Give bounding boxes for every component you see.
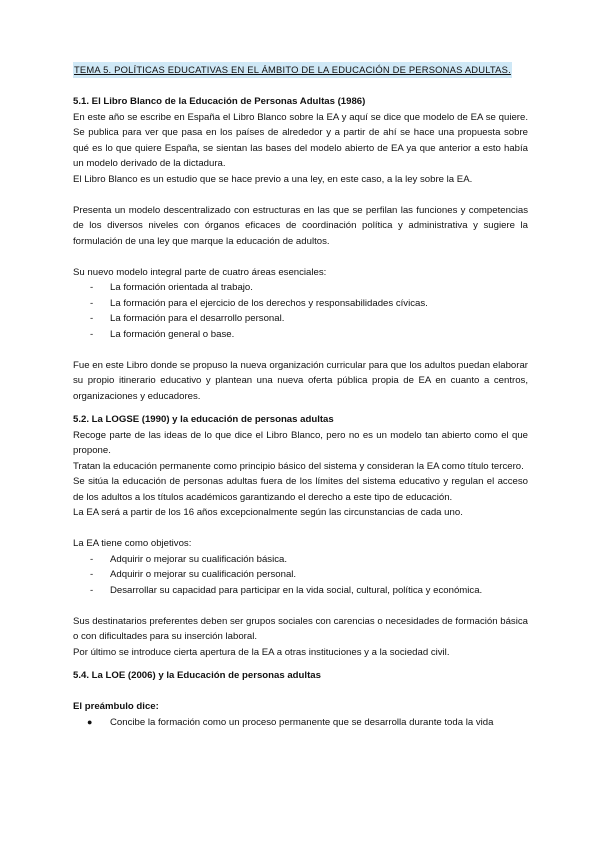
paragraph: La EA será a partir de los 16 años excepcionalmente según las circunstancias de cada uno. (73, 507, 463, 518)
list-item: - La formación para el desarrollo personal. (90, 313, 285, 324)
section-heading-5-1: 5.1. El Libro Blanco de la Educación de Personas Adultas (1986) (73, 96, 366, 107)
section-heading-5-2: 5.2. La LOGSE (1990) y la educación de personas adultas (73, 414, 334, 425)
paragraph: Se sitúa la educación de personas adultas fuera de los límites del sistema educativo y regulan el acceso de los adultos a los títulos académicos garantizando el derecho a este tipo de educación. (73, 476, 528, 503)
list-item: - Desarrollar su capacidad para participar en la vida social, cultural, política y económica. (90, 584, 483, 596)
paragraph: Tratan la educación permanente como principio básico del sistema y consideran la EA como título tercero. (73, 460, 524, 472)
list-item: - Adquirir o mejorar su cualificación personal. (90, 569, 297, 580)
document-page (73, 62, 528, 730)
subheading: El preámbulo dice: (73, 701, 159, 712)
paragraph: Por último se introduce cierta apertura de la EA a otras instituciones y a la sociedad civil. (73, 646, 450, 658)
list-item: - La formación general o base. (90, 328, 235, 340)
paragraph: Presenta un modelo descentralizado con estructuras en las que se perfilan las funciones y competencias de los diversos niveles con órganos eficaces de coordinación política y administrativa y sugiere la formulación de una ley que marque la educación de adultos. (73, 204, 528, 247)
document-title: TEMA 5. POLÍTICAS EDUCATIVAS EN EL ÁMBITO DE LA EDUCACIÓN DE PERSONAS ADULTAS. (73, 62, 512, 78)
paragraph: La EA tiene como objetivos: (73, 538, 192, 549)
paragraph: Recoge parte de las ideas de lo que dice el Libro Blanco, pero no es un modelo tan abierto como el que propone. (73, 429, 528, 456)
list-item: - La formación para el ejercicio de los derechos y responsabilidades cívicas. (90, 297, 428, 309)
paragraph: Su nuevo modelo integral parte de cuatro áreas esenciales: (73, 266, 327, 278)
paragraph: Sus destinatarios preferentes deben ser grupos sociales con carencias o necesidades de formación básica o con dificultades para su inserción laboral. (73, 615, 528, 642)
paragraph: Fue en este Libro donde se propuso la nueva organización curricular para que los adultos puedan elaborar su propio itinerario educativo y plantean una nueva oferta pública propia de EA en cuanto a centros, organizaciones y educadores. (73, 359, 528, 402)
section-heading-5-4: 5.4. La LOE (2006) y la Educación de personas adultas (73, 670, 321, 681)
list-item: - Adquirir o mejorar su cualificación básica. (90, 553, 288, 565)
list-item: - La formación orientada al trabajo. (90, 282, 253, 293)
list-item: ● Concibe la formación como un proceso permanente que se desarrolla durante toda la vida (73, 715, 528, 731)
preamble-list (73, 715, 528, 731)
paragraph: En este año se escribe en España el Libro Blanco sobre la EA y aquí se dice que modelo de EA se quiere. Se publica para ver que pasa en los países de alrededor y a partir de ahí se hace una propuesta sobre qué es lo que quiere España, se sientan las bases del modelo abierto de EA ya que anterior a esto había un modelo derivado de la dictadura. (73, 111, 528, 169)
areas-list (73, 280, 528, 342)
objectives-list (73, 552, 528, 599)
bullet-icon: ● (87, 716, 93, 727)
paragraph: El Libro Blanco es un estudio que se hace previo a una ley, en este caso, a la ley sobre la EA. (73, 173, 473, 185)
